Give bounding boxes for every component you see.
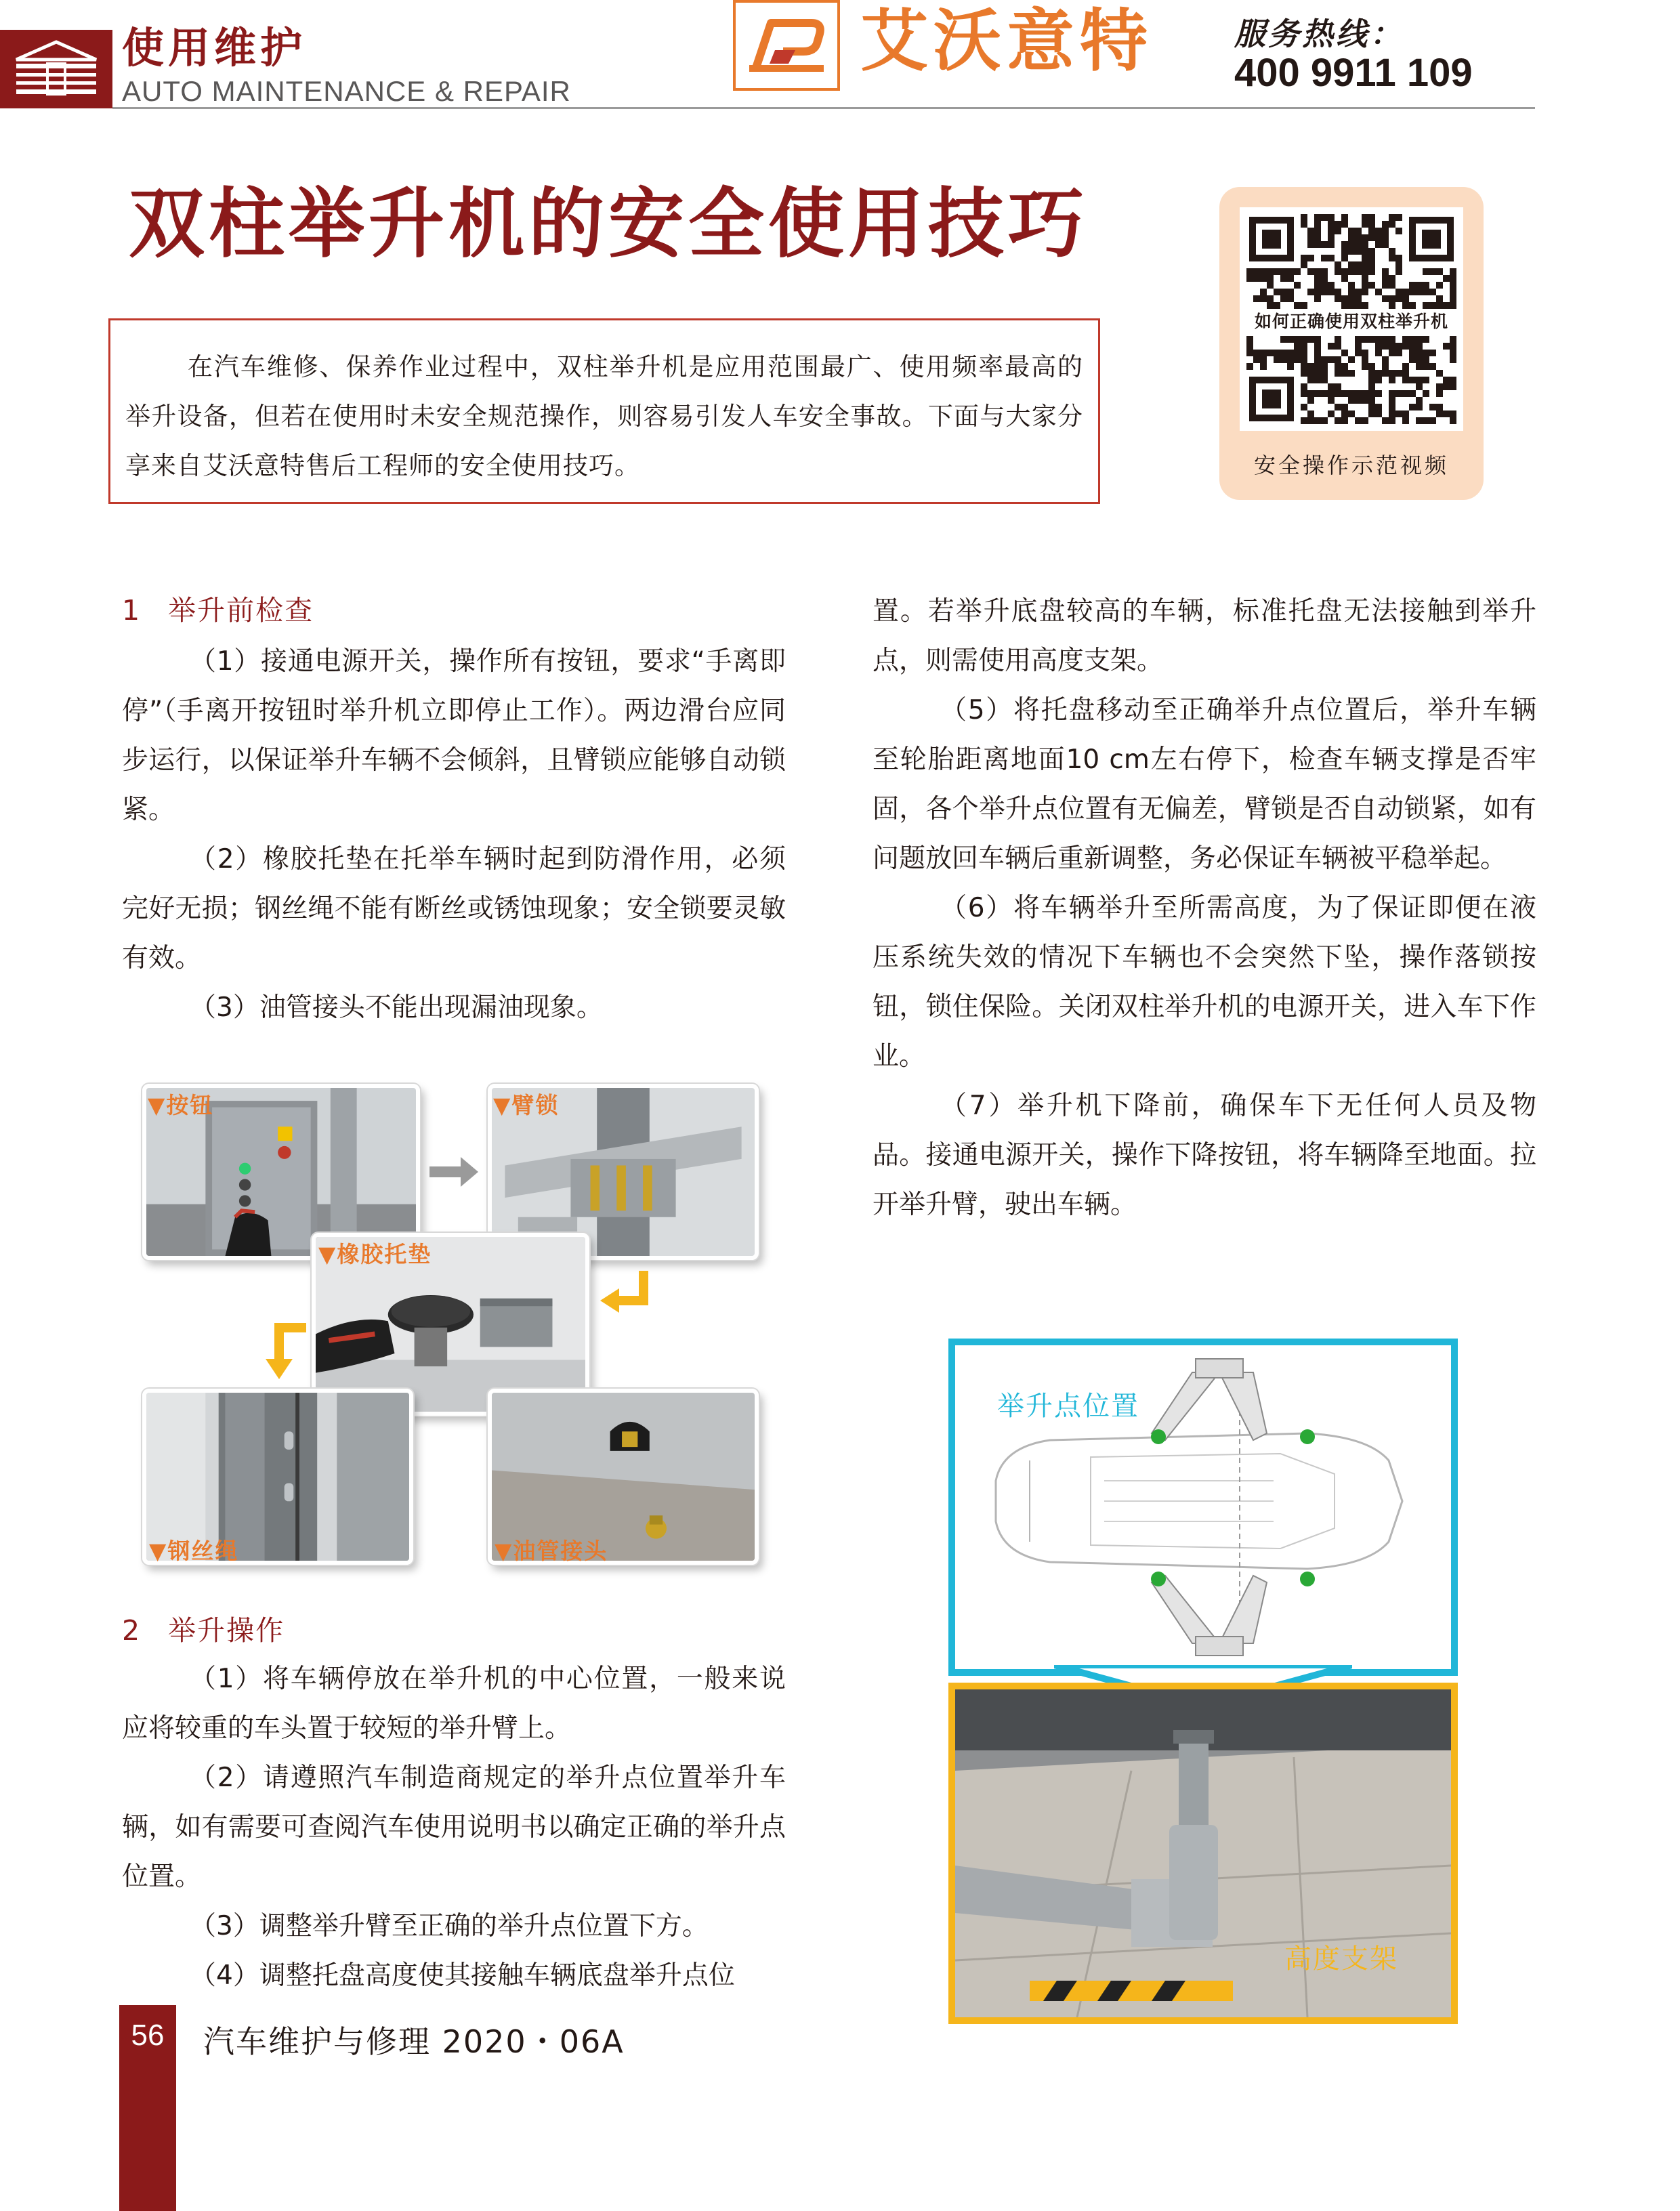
label-rubber-pad: ▼橡胶托垫 [318,1241,432,1267]
lift-point-label: 举升点位置 [997,1391,1139,1422]
height-stand-photo [948,1683,1458,2024]
section-logo [0,30,112,108]
paragraph: （2）请遵照汽车制造商规定的举升点位置举升车辆，如有需要可查阅汽车使用说明书以确定正确的举升点位置。 [122,1763,786,1892]
paragraph: （4）调整托盘高度使其接触车辆底盘举升点位 [190,1960,735,1991]
paragraph: 置。若举升底盘较高的车辆，标准托盘无法接触到举升点，则需使用高度支架。 [873,596,1536,676]
article-title: 双柱举升机的安全使用技巧 [129,180,1088,268]
section-1-number: 1 [122,594,142,627]
page-number: 56 [131,2019,165,2052]
section-1-heading [122,588,314,628]
section-category: 使用维护 [122,23,307,72]
brand-logo [733,0,840,91]
magazine-info: 汽车维护与修理 2020・06A [203,2023,625,2060]
label-button: ▼按钮 [148,1092,214,1118]
brand-mark-icon [736,3,837,88]
lift-point-diagram [948,1339,1458,1676]
header-divider [112,107,1535,109]
height-stand-label: 高度支架 [1284,1943,1398,1975]
section-1-body [122,637,786,1032]
paragraph: （1）将车辆停放在举升机的中心位置，一般来说应将较重的车头置于较短的举升臂上。 [122,1664,786,1744]
hotline-number: 400 9911 109 [1234,51,1473,95]
section-1-title: 举升前检查 [168,594,314,627]
paragraph: （5）将托盘移动至正确举升点位置后，举升车辆至轮胎距离地面10 cm左右停下，检查车辆支撑是否牢固，各个举升点位置有无偏差，臂锁是否自动锁紧，如有问题放回车辆后重新调整，务必保证车辆被平稳举起。 [873,695,1536,874]
paragraph: （1）接通电源开关，操作所有按钮，要求“手离即停”（手离开按钮时举升机立即停止工作）。两边滑台应同步运行，以保证举升车辆不会倾斜，且臂锁应能够自动锁紧。 [122,646,786,825]
building-icon [0,30,112,108]
paragraph: （6）将车辆举升至所需高度，为了保证即便在液压系统失效的情况下车辆也不会突然下坠，操作落锁按钮，锁住保险。关闭双柱举升机的电源开关，进入车下作业。 [873,893,1536,1072]
brand-name: 艾沃意特 [860,1,1153,81]
label-wire-rope: ▼钢丝绳 [149,1538,239,1564]
arrow-return-icon [596,1267,657,1321]
paragraph: （3）油管接头不能出现漏油现象。 [190,992,603,1023]
label-arm-lock: ▼臂锁 [493,1092,560,1118]
section-2-number: 2 [122,1614,142,1647]
paragraph: （7）举升机下降前，确保车下无任何人员及物品。接通电源开关，操作下降按钮，将车辆降至地面。拉开举升臂，驶出车辆。 [873,1091,1536,1220]
qr-code[interactable] [1240,207,1463,431]
hotline-label: 服务热线： [1234,16,1404,52]
intro-box: 在汽车维修、保养作业过程中，双柱举升机是应用范围最广、使用频率最高的举升设备，但若在使用时未安全规范操作，则容易引发人车安全事故。下面与大家分享来自艾沃意特售后工程师的安全使用技巧。 [108,318,1100,504]
label-oil-joint: ▼油管接头 [495,1538,608,1564]
paragraph: （3）调整举升臂至正确的举升点位置下方。 [190,1911,709,1941]
arrow-right-icon [427,1152,481,1192]
paragraph: （2）橡胶托垫在托举车辆时起到防滑作用，必须完好无损；钢丝绳不能有断丝或锈蚀现象；安全锁要灵敏有效。 [122,844,786,973]
section-2-heading [122,1608,285,1648]
qr-title: 如何正确使用双柱举升机 [1241,310,1462,333]
section-2-title: 举升操作 [168,1614,285,1647]
qr-caption: 安全操作示范视频 [1253,452,1449,478]
section-2-body-right [873,587,1536,1229]
section-category-en: AUTO MAINTENANCE & REPAIR [122,75,571,107]
section-2-body-left [122,1654,786,2000]
arrow-down-icon [259,1321,313,1382]
qr-card [1219,187,1484,500]
